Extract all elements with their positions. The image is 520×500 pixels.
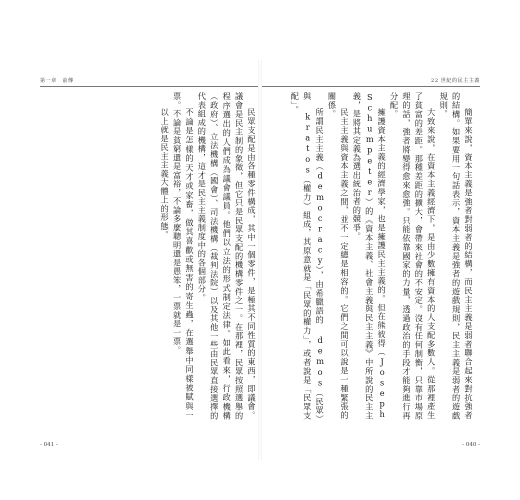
left-paragraph-2: 不論是怎樣的天才或家畜，做其喜歡或無害的寄生蟲，在選舉中同樣被賦與一票。不論是貧窮還是富裕，不論多麼聰明還是愚笨，一票就是一票。 — [172, 92, 195, 420]
gutter — [258, 60, 262, 460]
right-paragraph-3: 擁護資本主義的經濟學家，也是擁護民主主義的。但在熊彼得（Joseph Schumpeter）的《資本主義、社會主義與民主主義》中所說的民主主義，是將其定義為選出統治者的競爭。 — [352, 92, 388, 420]
left-paragraph-1: 民眾支配是由各種零件構成，其中一個零件，是極其不同性質的東西，即議會。議會是民主制的象徵，但它只是民眾支配的機構零件之一。在那裡，民眾按照選舉的程序選出的人們成為議會議員。他們以立法的形式制定法律。如此看來，行政機構（政府）、立法機構（國會）、司法機構（裁判法院）以及其他一些由民眾直接選擇的代表組成的機構，這才是民主主義制度中的各個部分。 — [197, 92, 257, 420]
left-running-head: 第一章 前傳 — [40, 78, 74, 84]
left-page-number: - 041 - — [40, 442, 58, 448]
right-paragraph-4: 民主主義與資本主義之間，並不一定總是相容的。它們之間可以說是一種緊張的關係。 — [327, 92, 350, 420]
right-paragraph-1: 簡單來說，資本主義是強者對弱者的結構，而民主主義是弱者聯合起來對抗強者的結構。如果要用一句話表示，資本主義是強者的遊戲規則，民主主義是弱者的遊戲規則。 — [439, 92, 474, 420]
right-page-number: - 040 - — [462, 442, 480, 448]
left-paragraph-3: 以上就是民主主義大體上的形態。 — [160, 108, 171, 240]
right-paragraph-5: 所謂民主主義（democracy），由希臘語的 demos（民眾）與 kratos（權力）組成，其原意就是「民眾的權力」，或者說是「民眾支配」。 — [290, 92, 326, 420]
right-paragraph-2: 大致來說，在資本主義經濟下，是由少數擁有資本的人支配多數人。從那裡產生了貧富的差距。那種差距的擴大，會帶來社會的不安定。沒有任何制衡，只靠市場原理的話，強者將變得愈來愈強。只能依靠國家的力量，透過政治的手段才能夠進行再分配。 — [389, 92, 437, 420]
right-running-head: 22 世紀的民主主義 — [431, 78, 480, 84]
right-body-text — [275, 92, 475, 420]
left-body-text — [52, 92, 258, 420]
left-header-rule — [40, 86, 258, 87]
right-header-rule — [262, 86, 480, 87]
